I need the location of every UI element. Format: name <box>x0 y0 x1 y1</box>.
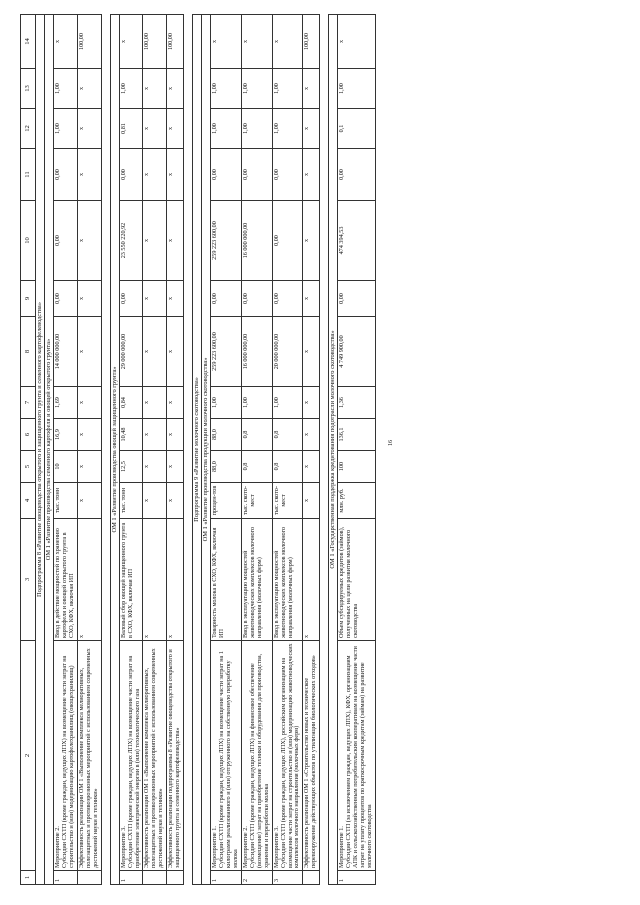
spacer-row <box>101 15 110 885</box>
table-cell-c13: x <box>143 69 167 109</box>
table-cell-c13: 1,00 <box>338 69 376 109</box>
table-cell-c9: 0,00 <box>241 281 272 317</box>
table-cell-c8: x <box>77 317 101 387</box>
table-cell-c7: x <box>303 387 320 419</box>
table-cell-c11: x <box>77 149 101 201</box>
table-cell-c1: 1 <box>338 871 376 885</box>
section-title: ОМ 1 «Развитие производства продукции молочного скотоводства» <box>202 15 211 885</box>
table-cell-c13: 1,00 <box>241 69 272 109</box>
table-cell-c14: x <box>241 15 272 69</box>
table-cell-c10: 259 223 600,00 <box>211 201 242 281</box>
column-header: 8 <box>21 317 36 387</box>
table-cell-c3: Объем субсидируемых кредитов (займов), полученных на цели развития молочного скотоводства <box>338 519 376 641</box>
table-cell-c10: x <box>77 201 101 281</box>
table-cell-c6: 136,1 <box>338 419 376 451</box>
column-header: 6 <box>21 419 36 451</box>
table-cell-c3: Ввод в эксплуатацию мощностей животноводческих комплексов молочного направления (молочных ферм) <box>241 519 272 641</box>
table-cell-c6: 16,9 <box>54 419 78 451</box>
section-title: ОМ 1 «Развитие производства овощей защищенного грунта» <box>110 15 119 885</box>
table-cell-c9: x <box>167 281 184 317</box>
table-cell-c6: 10,48 <box>119 419 143 451</box>
section-title: ОМ 1 «Развитие производства семенного картофеля и овощей открытого грунта» <box>45 15 54 885</box>
table-cell-c6: x <box>143 419 167 451</box>
section-program-8 <box>36 15 45 885</box>
table-cell-c13: 1,00 <box>119 69 143 109</box>
table-cell-c5: 0,8 <box>241 451 272 483</box>
table-cell-c8: 29 000 000,00 <box>119 317 143 387</box>
page-number: 16 <box>388 440 394 446</box>
table-cell-c9: 0,00 <box>272 281 303 317</box>
table-cell-c2: Мероприятие 2. Субсидии СХТП (кроме граждан, ведущих ЛПХ) на финансовое обеспечение (возмещение) затрат на приобретение техники и оборудования для производства, хранения и переработки молока <box>241 641 272 871</box>
table-cell-c8: 4 749 900,00 <box>338 317 376 387</box>
table-cell-c5: x <box>143 451 167 483</box>
table-cell-c2: Эффективность реализации подпрограммы 8 «Развитие овощеводства открытого и защищенного грунта и семенного картофелеводства» <box>167 641 184 871</box>
spacer-row <box>184 15 193 885</box>
table-cell-c1: 1 <box>211 871 242 885</box>
table-cell-c3: Товарность молока в СХО, КФХ, включая ИП <box>211 519 242 641</box>
table-cell-c7: 1,00 <box>241 387 272 419</box>
table-cell-c5: 100 <box>338 451 376 483</box>
table-cell-c7: 1,69 <box>54 387 78 419</box>
column-header: 4 <box>21 483 36 519</box>
table-row <box>167 15 184 885</box>
table-cell-c3: Валовый сбор овощей защищенного грунта в СХО, КФХ, включая ИП <box>119 519 143 641</box>
table-cell-c11: 0,00 <box>241 149 272 201</box>
table-row <box>338 15 376 885</box>
table-cell-c1 <box>303 871 320 885</box>
table-cell-c7: 1,00 <box>211 387 242 419</box>
section-om1-milk <box>202 15 211 885</box>
table-cell-c11: 0,00 <box>119 149 143 201</box>
table-cell-c13: x <box>167 69 184 109</box>
column-header: 1 <box>21 871 36 885</box>
table-cell-c10: x <box>143 201 167 281</box>
table-cell-c12: x <box>143 109 167 149</box>
column-header: 14 <box>21 15 36 69</box>
table-cell-c4: тыс. тонн <box>54 483 78 519</box>
table-cell-c12: x <box>303 109 320 149</box>
table-cell-c11: 0,00 <box>272 149 303 201</box>
table-cell-c2: Мероприятие 2. Субсидии СХТП (кроме граждан, ведущих ЛПХ) на возмещение части затрат на строительство и (или) модернизацию картофелехранилищ (овощехранилищ) <box>54 641 78 871</box>
table-cell-c14: 100,00 <box>143 15 167 69</box>
section-title: ОМ 1 «Государственная поддержка кредитования подотрасли молочного скотоводства» <box>329 15 338 885</box>
table-cell-c11: x <box>303 149 320 201</box>
table-cell-c14: x <box>54 15 78 69</box>
table-cell-c14: 100,00 <box>303 15 320 69</box>
table-cell-c12: 1,00 <box>54 109 78 149</box>
table-cell-c8: 16 000 000,00 <box>241 317 272 387</box>
table-row <box>303 15 320 885</box>
spacer-row <box>320 15 329 885</box>
table-cell-c5: x <box>167 451 184 483</box>
table-cell-c4: x <box>143 483 167 519</box>
table-cell-c6: 88,0 <box>211 419 242 451</box>
table-cell-c12: x <box>167 109 184 149</box>
column-header: 11 <box>21 149 36 201</box>
table-cell-c5: 88,0 <box>211 451 242 483</box>
section-om1-seed <box>45 15 54 885</box>
table-cell-c1: 3 <box>272 871 303 885</box>
column-header: 5 <box>21 451 36 483</box>
table-cell-c12: 0,1 <box>338 109 376 149</box>
table-cell-c3: x <box>77 519 101 641</box>
header-row <box>21 15 36 885</box>
table-cell-c10: 0,00 <box>272 201 303 281</box>
table-cell-c14: 100,00 <box>77 15 101 69</box>
table-cell-c12: 1,00 <box>241 109 272 149</box>
table-cell-c2: Эффективность реализации ОМ 1 «Выполнение комплекса мелиоративных, полезащитных и противоэрозионных мероприятий с использованием современных достижений науки и техники» <box>143 641 167 871</box>
table-cell-c4: x <box>167 483 184 519</box>
section-title: Подпрограмма 8 «Развитие овощеводства открытого и защищенного грунта и семенного картофелеводства» <box>36 15 45 885</box>
table-row <box>119 15 143 885</box>
spacer-cell <box>184 15 193 885</box>
table-cell-c5: 0,8 <box>272 451 303 483</box>
table-cell-c12: 1,00 <box>211 109 242 149</box>
table-row <box>77 15 101 885</box>
table-cell-c1: 1 <box>54 871 78 885</box>
spacer-cell <box>101 15 110 885</box>
table-cell-c12: x <box>77 109 101 149</box>
table-row <box>241 15 272 885</box>
table-cell-c11: x <box>143 149 167 201</box>
table-row <box>272 15 303 885</box>
table-cell-c8: x <box>167 317 184 387</box>
table-cell-c9: 0,00 <box>54 281 78 317</box>
table-cell-c2: Эффективность реализации ОМ 1 «Выполнение комплекса мелиоративных, полезащитных и противоэрозионных мероприятий с использованием современных достижений науки и техники» <box>77 641 101 871</box>
table-cell-c3: x <box>167 519 184 641</box>
table-cell-c7: x <box>167 387 184 419</box>
table-cell-c1 <box>77 871 101 885</box>
table-cell-c7: 0,84 <box>119 387 143 419</box>
table-cell-c11: 0,00 <box>54 149 78 201</box>
table-cell-c9: x <box>77 281 101 317</box>
column-header: 13 <box>21 69 36 109</box>
table-cell-c3: Ввод в действие мощностей по хранению картофеля и овощей открытого грунта в СХО, КФХ, включая ИП <box>54 519 78 641</box>
table-cell-c2: Мероприятие 3. Субсидии СХТП (кроме граждан, ведущих ЛПХ) на возмещение части затрат на приобретение электрической энергии в (или) технологического газа <box>119 641 143 871</box>
table-cell-c14: x <box>338 15 376 69</box>
table-cell-c9: x <box>303 281 320 317</box>
table-cell-c3: x <box>303 519 320 641</box>
table-cell-c4: x <box>77 483 101 519</box>
table-cell-c6: x <box>167 419 184 451</box>
indicators-table <box>20 14 376 885</box>
table-cell-c3: Ввод в эксплуатацию мощностей животноводческих комплексов молочного направления (молочных ферм) <box>272 519 303 641</box>
table-cell-c7: 1,00 <box>272 387 303 419</box>
table-cell-c8: x <box>143 317 167 387</box>
table-cell-c6: x <box>303 419 320 451</box>
table-cell-c10: 0,00 <box>54 201 78 281</box>
table-row <box>54 15 78 885</box>
section-om1-vegetables <box>110 15 119 885</box>
table-cell-c13: x <box>77 69 101 109</box>
table-cell-c9: x <box>143 281 167 317</box>
table-cell-c4: процен-тов <box>211 483 242 519</box>
column-header: 12 <box>21 109 36 149</box>
table-cell-c1: 1 <box>119 871 143 885</box>
table-cell-c1 <box>167 871 184 885</box>
table-cell-c13: 1,00 <box>54 69 78 109</box>
table-cell-c13: 1,00 <box>272 69 303 109</box>
table-cell-c10: x <box>167 201 184 281</box>
table-cell-c2: Мероприятие 1. Субсидии СХТП (за исключением граждан, ведущих ЛПХ), КФХ, организациям АПК и сельскохозяйственным потребительским кооперативам на возмещение части затрат на уплату процентов по краткосрочным кредитам (займам) на развитие молочного скотоводства <box>338 641 376 871</box>
rotated-table-container <box>20 15 620 885</box>
table-cell-c10: 23 550 220,92 <box>119 201 143 281</box>
table-cell-c4: тыс. ското-мест <box>241 483 272 519</box>
column-header: 2 <box>21 641 36 871</box>
table-cell-c2: Мероприятие 1. Субсидии СХТП (кроме граждан, ведущих ЛПХ) на возмещение части затрат на 1 килограмм реализованного и (или) отгруженного на собственную переработку молока <box>211 641 242 871</box>
table-cell-c6: 0,8 <box>272 419 303 451</box>
table-cell-c14: x <box>119 15 143 69</box>
section-program-9 <box>193 15 202 885</box>
section-title: Подпрограмма 9 «Развитие молочного скотоводства» <box>193 15 202 885</box>
table-cell-c5: 12,5 <box>119 451 143 483</box>
table-cell-c12: 1,00 <box>272 109 303 149</box>
table-cell-c7: x <box>77 387 101 419</box>
table-cell-c11: x <box>167 149 184 201</box>
table-cell-c14: 100,00 <box>167 15 184 69</box>
table-cell-c7: 1,36 <box>338 387 376 419</box>
column-header: 9 <box>21 281 36 317</box>
column-header: 3 <box>21 519 36 641</box>
table-cell-c11: 0,00 <box>211 149 242 201</box>
column-header: 7 <box>21 387 36 419</box>
table-cell-c1 <box>143 871 167 885</box>
table-cell-c4: x <box>303 483 320 519</box>
section-om1-state-support <box>329 15 338 885</box>
table-cell-c13: 1,00 <box>211 69 242 109</box>
table-cell-c6: 0,8 <box>241 419 272 451</box>
spacer-cell <box>320 15 329 885</box>
table-cell-c6: x <box>77 419 101 451</box>
table-cell-c5: x <box>303 451 320 483</box>
table-row <box>211 15 242 885</box>
table-row <box>143 15 167 885</box>
table-cell-c3: x <box>143 519 167 641</box>
table-cell-c4: тыс. ското-мест <box>272 483 303 519</box>
table-cell-c11: 0,00 <box>338 149 376 201</box>
table-cell-c5: x <box>77 451 101 483</box>
table-cell-c13: x <box>303 69 320 109</box>
table-cell-c4: тыс. тонн <box>119 483 143 519</box>
column-header: 10 <box>21 201 36 281</box>
table-cell-c10: 16 000 000,00 <box>241 201 272 281</box>
table-cell-c4: млн. руб. <box>338 483 376 519</box>
table-cell-c8: x <box>303 317 320 387</box>
table-cell-c1: 2 <box>241 871 272 885</box>
table-cell-c9: 0,00 <box>211 281 242 317</box>
table-cell-c8: 259 223 600,00 <box>211 317 242 387</box>
table-cell-c8: 20 000 000,00 <box>272 317 303 387</box>
table-cell-c9: 0,00 <box>338 281 376 317</box>
table-cell-c10: x <box>303 201 320 281</box>
table-cell-c5: 10 <box>54 451 78 483</box>
table-cell-c7: x <box>143 387 167 419</box>
table-cell-c10: 474 394,53 <box>338 201 376 281</box>
table-cell-c14: x <box>211 15 242 69</box>
table-cell-c8: 14 000 000,00 <box>54 317 78 387</box>
table-cell-c12: 0,81 <box>119 109 143 149</box>
table-cell-c9: 0,00 <box>119 281 143 317</box>
table-cell-c14: x <box>272 15 303 69</box>
table-cell-c2: Мероприятие 3. Субсидии СХТП (кроме граждан, ведущих ЛПХ), российским организациям на возмещение части затрат на строительство и (или) модернизацию животноводческих комплексов молочного направления (молочных ферм) <box>272 641 303 871</box>
table-cell-c2: Эффективность реализации ОМ 1 «Строительство новых и техническое перевооружение действующих объектов по утилизации биологических отходов» <box>303 641 320 871</box>
